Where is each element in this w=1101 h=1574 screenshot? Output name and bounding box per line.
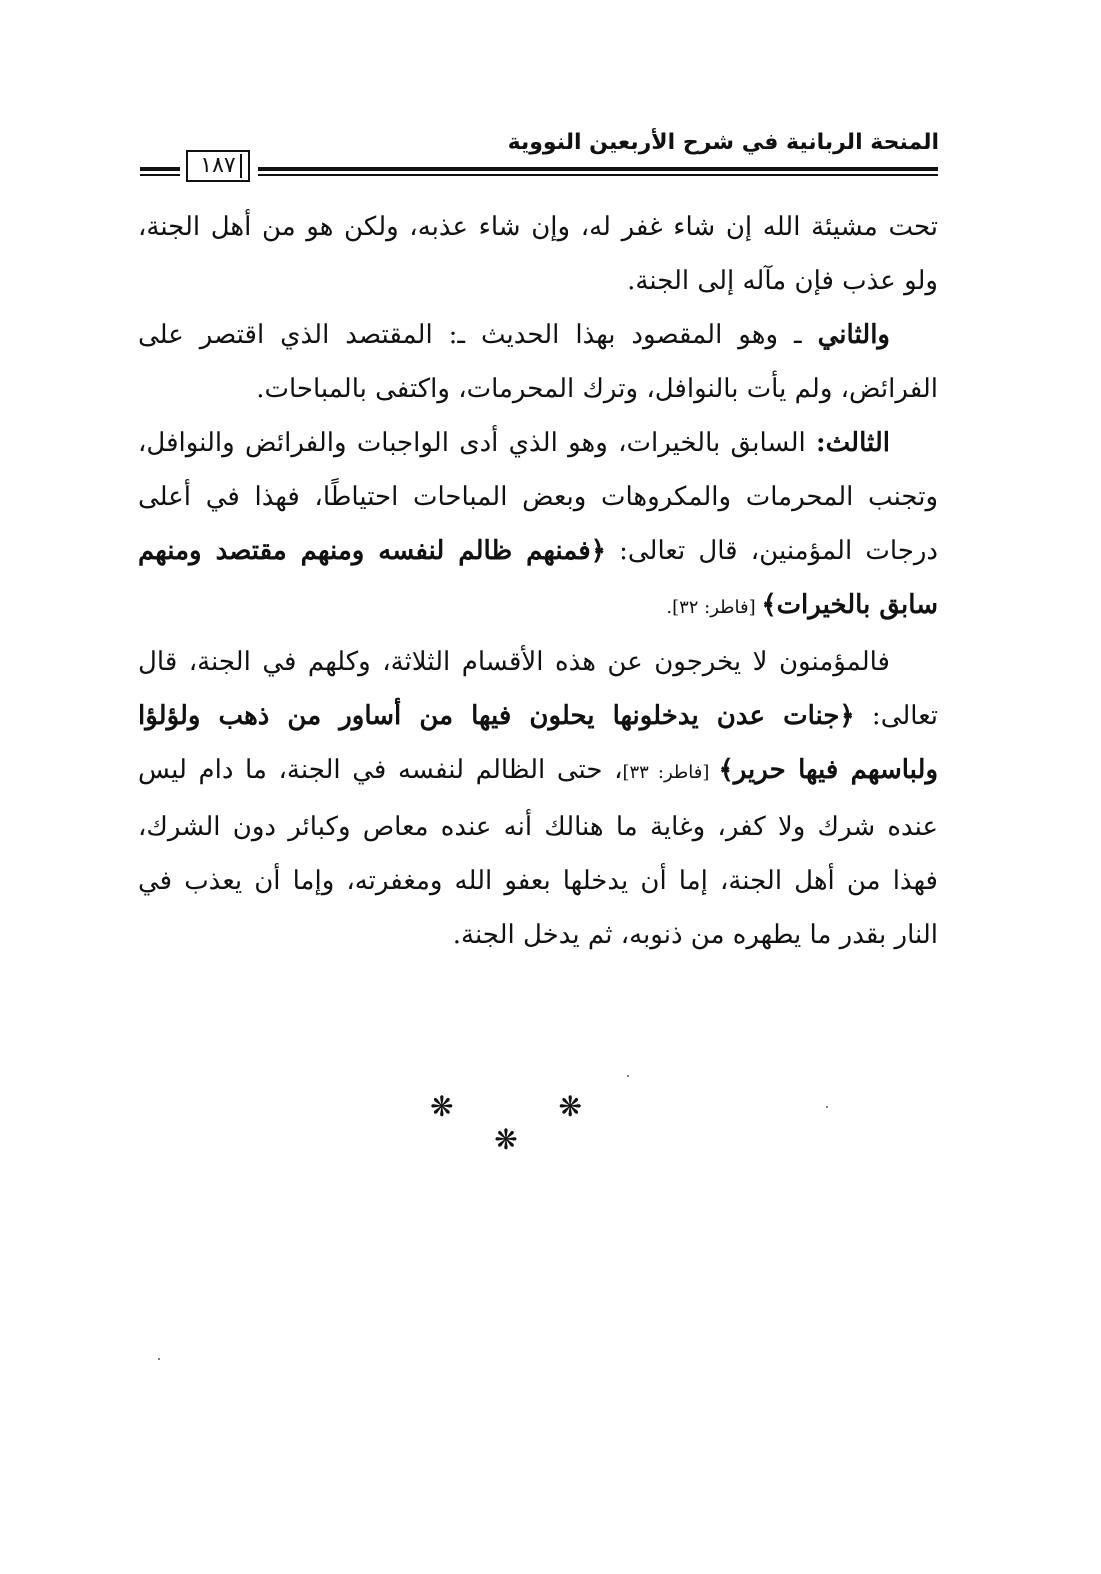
paragraph-3: [138, 416, 938, 635]
paragraph-4-text: فالمؤمنون لا يخرجون عن هذه الأقسام الثلاثة، وكلهم في الجنة، قال تعالى:: [138, 647, 938, 731]
page-number: ١٨٧: [186, 150, 250, 182]
body-text: [138, 200, 938, 962]
scan-speck: [826, 1106, 828, 1108]
header-rule-thin: [258, 174, 938, 176]
quran-verse-2: ﴿جنات عدن يدخلونها يحلون فيها من أساور من ذهب ولؤلؤا ولباسهم فيها حرير﴾: [138, 701, 938, 785]
paragraph-2-text: ـ وهو المقصود بهذا الحديث ـ: المقتصد الذي اقتصر على الفرائض، ولم يأت بالنوافل، وترك المحرمات، واكتفى بالمباحات.: [138, 320, 938, 404]
paragraph-1: [138, 200, 938, 308]
scan-speck: [627, 1075, 629, 1077]
header-rule-short-thick: [140, 167, 180, 171]
quran-verse-1: ﴿فمنهم ظالم لنفسه ومنهم مقتصد ومنهم سابق بالخيرات﴾: [138, 536, 938, 620]
running-header-title: المنحة الربانية في شرح الأربعين النووية: [507, 130, 939, 155]
header-rule-thick: [258, 167, 938, 171]
section-separator-stars: ❋ ❋ ❋: [430, 1090, 630, 1156]
paragraph-4: [138, 635, 938, 962]
paragraph-3-text: السابق بالخيرات، وهو الذي أدى الواجبات والفرائض والنوافل، وتجنب المحرمات والمكروهات وبعض المباحات احتياطًا، فهذا في أعلى درجات المؤمنين، قال تعالى:: [138, 428, 938, 566]
verse-citation-2: [فاطر: ٣٣]: [622, 762, 719, 783]
scan-speck: [158, 1358, 160, 1360]
paragraph-3-lead: الثالث:: [816, 428, 890, 458]
header-rule-short-thin: [140, 174, 180, 176]
paragraph-4-text-after: ، حتى الظالم لنفسه في الجنة، ما دام ليس عنده شرك ولا كفر، وغاية ما هنالك أنه عنده معاص وكبائر دون الشرك، فهذا من أهل الجنة، إما أن يدخلها بعفو الله ومغفرته، وإما أن يعذب في النار بقدر ما يطهره من ذنوبه، ثم يدخل الجنة.: [138, 755, 938, 950]
paragraph-1-text: تحت مشيئة الله إن شاء غفر له، وإن شاء عذبه، ولكن هو من أهل الجنة، ولو عذب فإن مآله إلى الجنة.: [138, 212, 938, 296]
verse-citation-1: [فاطر: ٣٢].: [666, 597, 762, 618]
paragraph-2-lead: والثاني: [817, 320, 890, 350]
paragraph-2: [138, 308, 938, 416]
